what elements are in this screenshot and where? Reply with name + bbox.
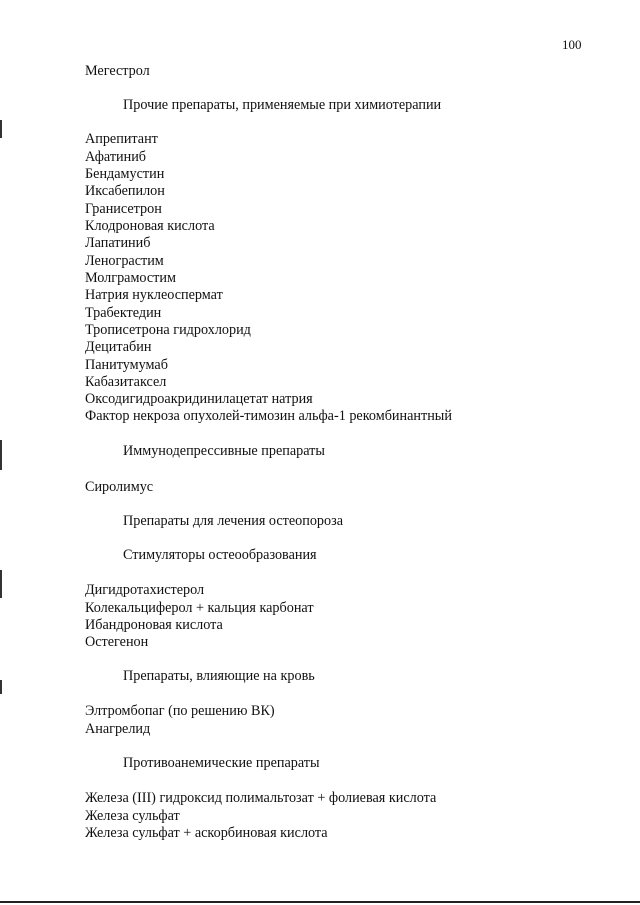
drug-list-item: Мегестрол [85,63,150,79]
scan-edge-mark [0,680,2,694]
drug-list-item: Трописетрона гидрохлорид [85,322,251,338]
drug-list-item: Трабектедин [85,305,162,321]
drug-list-item: Сиролимус [85,479,154,495]
drug-list-item: Апрепитант [85,131,158,147]
section-heading: Прочие препараты, применяемые при химиотерапии [123,97,442,113]
scan-edge-mark [0,120,2,138]
section-heading: Противоанемические препараты [123,755,320,771]
drug-list-item: Афатиниб [85,149,147,165]
scan-edge-mark [0,440,2,470]
drug-list-item: Кабазитаксел [85,374,167,390]
drug-list-item: Децитабин [85,339,152,355]
drug-list-item: Натрия нуклеоспермат [85,287,223,303]
drug-list-item: Элтромбопаг (по решению ВК) [85,703,275,719]
drug-list-item: Дигидротахистерол [85,582,205,598]
drug-list-item: Клодроновая кислота [85,218,215,234]
section-heading: Препараты, влияющие на кровь [123,668,315,684]
section-heading: Препараты для лечения остеопороза [123,513,344,529]
page-number: 100 [562,37,582,52]
drug-list-item: Гранисетрон [85,201,162,217]
drug-list-item: Панитумумаб [85,357,168,373]
section-heading: Иммунодепрессивные препараты [123,443,325,459]
drug-list-item: Остегенон [85,634,149,650]
drug-list-item: Железа (III) гидроксид полимальтозат + фолиевая кислота [85,790,437,806]
drug-list-item: Ленограстим [85,253,164,269]
drug-list-item: Фактор некроза опухолей-тимозин альфа-1 рекомбинантный [85,408,452,424]
scan-edge-mark [0,570,2,598]
drug-list-item: Ибандроновая кислота [85,617,223,633]
drug-list-item: Лапатиниб [85,235,151,251]
drug-list-item: Анагрелид [85,721,151,737]
scan-bottom-edge [0,901,640,903]
drug-list-item: Молграмостим [85,270,176,286]
drug-list-item: Оксодигидроакридинилацетат натрия [85,391,313,407]
drug-list-item: Железа сульфат [85,808,180,824]
section-heading: Стимуляторы остеообразования [123,547,317,563]
drug-list-item: Иксабепилон [85,183,165,199]
drug-list-item: Колекальциферол + кальция карбонат [85,600,314,616]
drug-list-item: Бендамустин [85,166,165,182]
drug-list-item: Железа сульфат + аскорбиновая кислота [85,825,328,841]
